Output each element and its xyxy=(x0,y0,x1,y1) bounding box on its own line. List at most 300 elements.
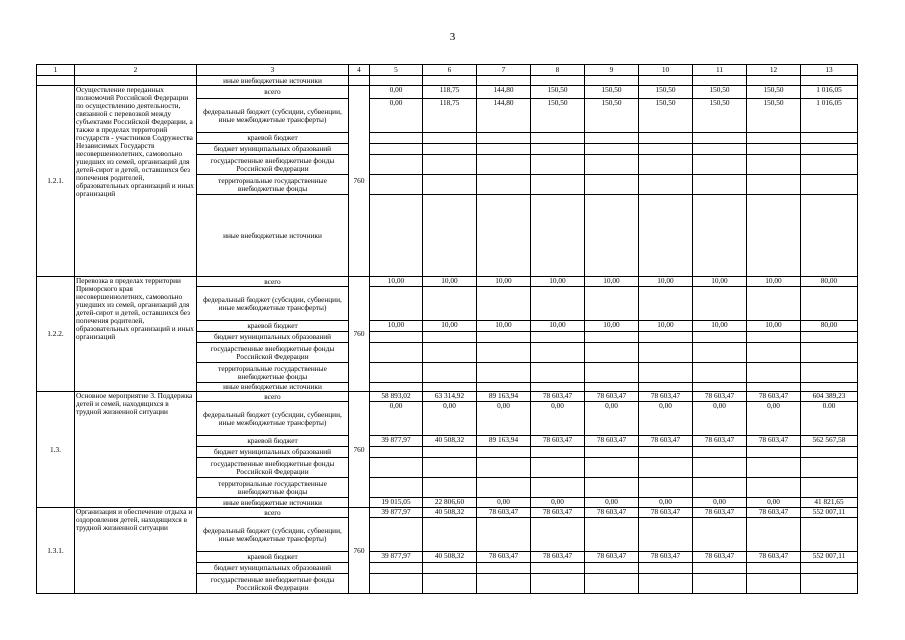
value-cell xyxy=(423,144,477,155)
value-cell: 0,00 xyxy=(423,402,477,436)
value-cell: 78 603,47 xyxy=(747,392,801,402)
value-cell xyxy=(747,175,801,195)
value-cell xyxy=(639,287,693,321)
value-cell xyxy=(477,458,531,478)
value-cell xyxy=(747,343,801,363)
funding-source: федеральный бюджет (субсидии, субвенции, иные межбюджетные трансферты) xyxy=(197,287,349,321)
value-cell xyxy=(370,144,423,155)
value-cell xyxy=(585,478,639,498)
value-cell: 10,00 xyxy=(747,277,801,287)
value-cell: 40 508,32 xyxy=(423,552,477,563)
value-cell xyxy=(370,478,423,498)
value-cell: 78 603,47 xyxy=(477,508,531,518)
funding-source: иные внебюджетные источники xyxy=(197,498,349,508)
value-cell xyxy=(477,133,531,144)
value-cell: 41 821,65 xyxy=(801,498,858,508)
row-code: 1.3. xyxy=(37,392,75,508)
value-cell: 604 389,23 xyxy=(801,392,858,402)
value-cell xyxy=(477,383,531,392)
value-cell xyxy=(370,563,423,574)
value-cell: 78 603,47 xyxy=(747,436,801,447)
table-row xyxy=(37,277,858,287)
column-header-12: 12 xyxy=(747,65,801,76)
value-cell: 150,50 xyxy=(693,86,747,99)
value-cell xyxy=(585,144,639,155)
funding-source: территориальные государственные внебюджетные фонды xyxy=(197,478,349,498)
value-cell: 78 603,47 xyxy=(693,552,747,563)
value-cell: 10,00 xyxy=(370,277,423,287)
value-cell: 39 877,97 xyxy=(370,508,423,518)
value-cell xyxy=(801,574,858,594)
value-cell xyxy=(477,563,531,574)
value-cell xyxy=(477,518,531,552)
value-cell xyxy=(639,447,693,458)
value-cell xyxy=(370,195,423,277)
value-cell xyxy=(531,458,585,478)
value-cell xyxy=(693,363,747,383)
value-cell xyxy=(693,574,747,594)
value-cell xyxy=(639,155,693,175)
value-cell xyxy=(531,133,585,144)
value-cell: 150,50 xyxy=(639,86,693,99)
value-cell xyxy=(477,155,531,175)
value-cell: 40 508,32 xyxy=(423,436,477,447)
value-cell xyxy=(693,175,747,195)
value-cell xyxy=(423,478,477,498)
value-cell xyxy=(423,363,477,383)
value-cell xyxy=(747,195,801,277)
value-cell: 78 603,47 xyxy=(531,552,585,563)
value-cell: 39 877,97 xyxy=(370,552,423,563)
value-cell xyxy=(747,563,801,574)
row-name: Основное мероприятие 3. Поддержка детей и семей, находящихся в трудной жизненной ситуации xyxy=(75,392,197,508)
value-cell: 78 603,47 xyxy=(585,436,639,447)
value-cell xyxy=(747,76,801,86)
value-cell xyxy=(423,343,477,363)
value-cell: 144,80 xyxy=(477,99,531,133)
page-number: 3 xyxy=(449,31,456,43)
value-cell xyxy=(477,363,531,383)
value-cell: 150,50 xyxy=(747,86,801,99)
value-cell xyxy=(801,287,858,321)
value-cell xyxy=(531,478,585,498)
value-cell: 10,00 xyxy=(531,277,585,287)
value-cell xyxy=(585,563,639,574)
value-cell: 150,50 xyxy=(585,86,639,99)
value-cell xyxy=(693,76,747,86)
value-cell xyxy=(531,447,585,458)
value-cell: 150,50 xyxy=(693,99,747,133)
value-cell xyxy=(370,574,423,594)
value-cell xyxy=(747,287,801,321)
funding-source: всего xyxy=(197,392,349,402)
value-cell xyxy=(531,155,585,175)
grbs-code: 760 xyxy=(349,86,370,277)
funding-source: бюджет муниципальных образований xyxy=(197,144,349,155)
value-cell: 144,80 xyxy=(477,86,531,99)
value-cell xyxy=(801,133,858,144)
value-cell xyxy=(370,76,423,86)
row-name: Осуществление переданных полномочий Российской Федерации по осуществлению деятельности, связанной с перевозкой между субъектами Российской Федерации, а также в пределах территорий государств - участников Содружества Независимых Государств несовершеннолетних, самовольно ушедших из семей, организаций для детей-сирот и детей, оставшихся без попечения родителей, образовательных организаций и иных организаций xyxy=(75,86,197,277)
value-cell: 0,00 xyxy=(370,99,423,133)
table-row xyxy=(37,508,858,518)
value-cell xyxy=(747,383,801,392)
value-cell xyxy=(639,574,693,594)
value-cell: 118,75 xyxy=(423,86,477,99)
funding-source: иные внебюджетные источники xyxy=(197,195,349,277)
value-cell: 0,00 xyxy=(370,402,423,436)
value-cell: 22 806,60 xyxy=(423,498,477,508)
value-cell xyxy=(639,458,693,478)
row-name: Организация и обеспечение отдыха и оздоровления детей, находящихся в трудной жизненной ситуации xyxy=(75,508,197,594)
value-cell xyxy=(477,195,531,277)
funding-source: государственные внебюджетные фонды Российской Федерации xyxy=(197,155,349,175)
value-cell: 78 603,47 xyxy=(693,392,747,402)
value-cell xyxy=(693,563,747,574)
value-cell: 39 877,97 xyxy=(370,436,423,447)
value-cell xyxy=(531,287,585,321)
value-cell xyxy=(531,563,585,574)
funding-source: краевой бюджет xyxy=(197,321,349,332)
value-cell: 1 016,05 xyxy=(801,86,858,99)
value-cell xyxy=(693,332,747,343)
value-cell xyxy=(747,363,801,383)
value-cell: 0,00 xyxy=(585,402,639,436)
value-cell: 40 508,32 xyxy=(423,508,477,518)
value-cell: 78 603,47 xyxy=(531,436,585,447)
value-cell xyxy=(370,383,423,392)
value-cell xyxy=(423,563,477,574)
value-cell xyxy=(370,332,423,343)
value-cell xyxy=(477,343,531,363)
value-cell xyxy=(801,332,858,343)
value-cell xyxy=(531,332,585,343)
value-cell xyxy=(801,76,858,86)
value-cell xyxy=(370,458,423,478)
row-code: 1.2.2. xyxy=(37,277,75,392)
value-cell: 0,00 xyxy=(531,498,585,508)
value-cell: 0.00 xyxy=(801,402,858,436)
value-cell xyxy=(801,563,858,574)
value-cell xyxy=(585,287,639,321)
value-cell xyxy=(531,144,585,155)
column-header-6: 6 xyxy=(423,65,477,76)
value-cell xyxy=(801,195,858,277)
value-cell: 78 603,47 xyxy=(585,508,639,518)
value-cell xyxy=(801,478,858,498)
value-cell xyxy=(693,155,747,175)
value-cell xyxy=(801,518,858,552)
value-cell xyxy=(423,518,477,552)
value-cell: 10,00 xyxy=(585,321,639,332)
value-cell: 1 016,05 xyxy=(801,99,858,133)
value-cell: 78 603,47 xyxy=(693,508,747,518)
value-cell xyxy=(477,144,531,155)
column-header-2: 2 xyxy=(75,65,197,76)
value-cell xyxy=(370,343,423,363)
funding-source: федеральный бюджет (субсидии, субвенции, иные межбюджетные трансферты) xyxy=(197,402,349,436)
value-cell: 78 603,47 xyxy=(585,392,639,402)
value-cell xyxy=(423,458,477,478)
value-cell xyxy=(585,175,639,195)
value-cell: 78 603,47 xyxy=(747,552,801,563)
value-cell xyxy=(801,447,858,458)
value-cell xyxy=(639,332,693,343)
value-cell xyxy=(531,195,585,277)
value-cell xyxy=(585,76,639,86)
value-cell xyxy=(639,343,693,363)
funding-source: государственные внебюджетные фонды Российской Федерации xyxy=(197,458,349,478)
value-cell xyxy=(477,447,531,458)
value-cell xyxy=(370,363,423,383)
value-cell: 0,00 xyxy=(747,402,801,436)
column-header-3: 3 xyxy=(197,65,349,76)
value-cell xyxy=(423,155,477,175)
value-cell: 10,00 xyxy=(693,277,747,287)
value-cell: 80,00 xyxy=(801,277,858,287)
value-cell xyxy=(801,155,858,175)
funding-source: всего xyxy=(197,86,349,99)
value-cell: 0,00 xyxy=(693,402,747,436)
value-cell xyxy=(693,383,747,392)
funding-source: иные внебюджетные источники xyxy=(197,383,349,392)
value-cell: 0,00 xyxy=(585,498,639,508)
value-cell xyxy=(639,383,693,392)
value-cell xyxy=(370,447,423,458)
value-cell: 58 893,02 xyxy=(370,392,423,402)
column-header-9: 9 xyxy=(585,65,639,76)
table-row xyxy=(37,86,858,99)
value-cell xyxy=(423,332,477,343)
value-cell xyxy=(423,574,477,594)
value-cell xyxy=(423,175,477,195)
row-code: 1.2.1. xyxy=(37,86,75,277)
funding-source: краевой бюджет xyxy=(197,552,349,563)
value-cell xyxy=(747,574,801,594)
value-cell xyxy=(585,133,639,144)
value-cell xyxy=(477,175,531,195)
value-cell: 0,00 xyxy=(693,498,747,508)
value-cell xyxy=(477,76,531,86)
value-cell xyxy=(693,195,747,277)
grbs-code: 760 xyxy=(349,508,370,594)
value-cell xyxy=(747,144,801,155)
value-cell xyxy=(423,195,477,277)
value-cell xyxy=(639,478,693,498)
value-cell: 552 007,11 xyxy=(801,508,858,518)
value-cell: 150,50 xyxy=(747,99,801,133)
column-header-row xyxy=(37,65,858,76)
table-row xyxy=(37,392,858,402)
column-header-1: 1 xyxy=(37,65,75,76)
column-header-5: 5 xyxy=(370,65,423,76)
value-cell xyxy=(585,343,639,363)
value-cell xyxy=(801,363,858,383)
value-cell: 10,00 xyxy=(747,321,801,332)
value-cell xyxy=(531,76,585,86)
value-cell xyxy=(585,447,639,458)
value-cell: 0,00 xyxy=(531,402,585,436)
value-cell xyxy=(693,343,747,363)
value-cell xyxy=(585,195,639,277)
value-cell: 0,00 xyxy=(477,498,531,508)
value-cell: 10,00 xyxy=(639,277,693,287)
value-cell xyxy=(747,447,801,458)
row-code: 1.3.1. xyxy=(37,508,75,594)
value-cell: 10,00 xyxy=(423,321,477,332)
column-header-8: 8 xyxy=(531,65,585,76)
value-cell: 19 015,05 xyxy=(370,498,423,508)
value-cell: 150,50 xyxy=(585,99,639,133)
value-cell xyxy=(801,458,858,478)
value-cell: 10,00 xyxy=(477,321,531,332)
value-cell xyxy=(477,574,531,594)
value-cell xyxy=(370,287,423,321)
value-cell xyxy=(639,563,693,574)
value-cell: 78 603,47 xyxy=(531,392,585,402)
value-cell: 78 603,47 xyxy=(639,436,693,447)
column-header-7: 7 xyxy=(477,65,531,76)
budget-table xyxy=(36,64,858,594)
value-cell: 10,00 xyxy=(477,277,531,287)
value-cell xyxy=(423,287,477,321)
funding-source: государственные внебюджетные фонды Российской Федерации xyxy=(197,343,349,363)
value-cell xyxy=(801,343,858,363)
code-cell xyxy=(37,76,75,86)
value-cell: 10,00 xyxy=(423,277,477,287)
value-cell xyxy=(639,144,693,155)
funding-source: краевой бюджет xyxy=(197,436,349,447)
value-cell xyxy=(531,175,585,195)
value-cell xyxy=(531,518,585,552)
value-cell xyxy=(349,76,370,86)
name-cell xyxy=(75,76,197,86)
grbs-code: 760 xyxy=(349,277,370,392)
value-cell xyxy=(747,458,801,478)
value-cell: 78 603,47 xyxy=(639,392,693,402)
value-cell: 10,00 xyxy=(639,321,693,332)
value-cell: 78 603,47 xyxy=(639,508,693,518)
value-cell xyxy=(801,383,858,392)
value-cell: 10,00 xyxy=(370,321,423,332)
value-cell: 0,00 xyxy=(639,402,693,436)
value-cell xyxy=(747,518,801,552)
value-cell xyxy=(370,155,423,175)
value-cell xyxy=(693,144,747,155)
value-cell: 0,00 xyxy=(370,86,423,99)
value-cell xyxy=(747,133,801,144)
value-cell xyxy=(585,458,639,478)
value-cell xyxy=(585,363,639,383)
funding-source: всего xyxy=(197,277,349,287)
value-cell xyxy=(747,332,801,343)
value-cell xyxy=(639,518,693,552)
funding-source: всего xyxy=(197,508,349,518)
value-cell xyxy=(585,574,639,594)
funding-source: государственные внебюджетные фонды Российской Федерации xyxy=(197,574,349,594)
value-cell: 10,00 xyxy=(585,277,639,287)
value-cell xyxy=(747,478,801,498)
value-cell: 78 603,47 xyxy=(693,436,747,447)
value-cell: 10,00 xyxy=(531,321,585,332)
value-cell: 552 007,11 xyxy=(801,552,858,563)
value-cell xyxy=(423,383,477,392)
value-cell: 150,50 xyxy=(531,99,585,133)
value-cell xyxy=(801,175,858,195)
value-cell: 0,00 xyxy=(639,498,693,508)
value-cell: 89 163,94 xyxy=(477,392,531,402)
value-cell: 89 163,94 xyxy=(477,436,531,447)
value-cell xyxy=(423,447,477,458)
value-cell: 0,00 xyxy=(747,498,801,508)
value-cell xyxy=(477,287,531,321)
column-header-4: 4 xyxy=(349,65,370,76)
column-header-10: 10 xyxy=(639,65,693,76)
value-cell xyxy=(531,343,585,363)
value-cell xyxy=(585,155,639,175)
value-cell xyxy=(639,363,693,383)
value-cell: 10,00 xyxy=(693,321,747,332)
funding-source: бюджет муниципальных образований xyxy=(197,447,349,458)
value-cell xyxy=(585,383,639,392)
value-cell: 63 314,92 xyxy=(423,392,477,402)
value-cell xyxy=(531,363,585,383)
column-header-11: 11 xyxy=(693,65,747,76)
funding-source: федеральный бюджет (субсидии, субвенции, иные межбюджетные трансферты) xyxy=(197,99,349,133)
funding-source: федеральный бюджет (субсидии, субвенции, иные межбюджетные трансферты) xyxy=(197,518,349,552)
funding-source: бюджет муниципальных образований xyxy=(197,332,349,343)
value-cell: 118,75 xyxy=(423,99,477,133)
value-cell xyxy=(423,76,477,86)
value-cell xyxy=(585,518,639,552)
value-cell xyxy=(477,478,531,498)
value-cell xyxy=(639,195,693,277)
value-cell: 78 603,47 xyxy=(747,508,801,518)
value-cell xyxy=(747,155,801,175)
value-cell xyxy=(477,332,531,343)
column-header-13: 13 xyxy=(801,65,858,76)
value-cell: 78 603,47 xyxy=(477,552,531,563)
value-cell xyxy=(693,133,747,144)
value-cell xyxy=(531,574,585,594)
value-cell xyxy=(693,287,747,321)
value-cell: 0,00 xyxy=(477,402,531,436)
carry-over-row xyxy=(37,76,858,86)
value-cell: 150,50 xyxy=(531,86,585,99)
value-cell xyxy=(423,133,477,144)
value-cell xyxy=(639,76,693,86)
funding-source: территориальные государственные внебюджетные фонды xyxy=(197,175,349,195)
grbs-code: 760 xyxy=(349,392,370,508)
row-name: Перевозка в пределах территории Приморского края несовершеннолетних, самовольно ушедших из семей, организаций для детей-сирот и детей, оставшихся без попечения родителей, образовательных организаций и иных организаций xyxy=(75,277,197,392)
value-cell xyxy=(693,478,747,498)
value-cell xyxy=(693,518,747,552)
value-cell: 78 603,47 xyxy=(531,508,585,518)
value-cell xyxy=(370,175,423,195)
value-cell xyxy=(639,175,693,195)
value-cell xyxy=(531,383,585,392)
value-cell: 78 603,47 xyxy=(639,552,693,563)
value-cell: 80,00 xyxy=(801,321,858,332)
value-cell xyxy=(370,518,423,552)
value-cell xyxy=(801,144,858,155)
funding-source: бюджет муниципальных образований xyxy=(197,563,349,574)
source-cell: иные внебюджетные источники xyxy=(197,76,349,86)
funding-source: территориальные государственные внебюджетные фонды xyxy=(197,363,349,383)
value-cell: 150,50 xyxy=(639,99,693,133)
value-cell: 78 603,47 xyxy=(585,552,639,563)
funding-source: краевой бюджет xyxy=(197,133,349,144)
